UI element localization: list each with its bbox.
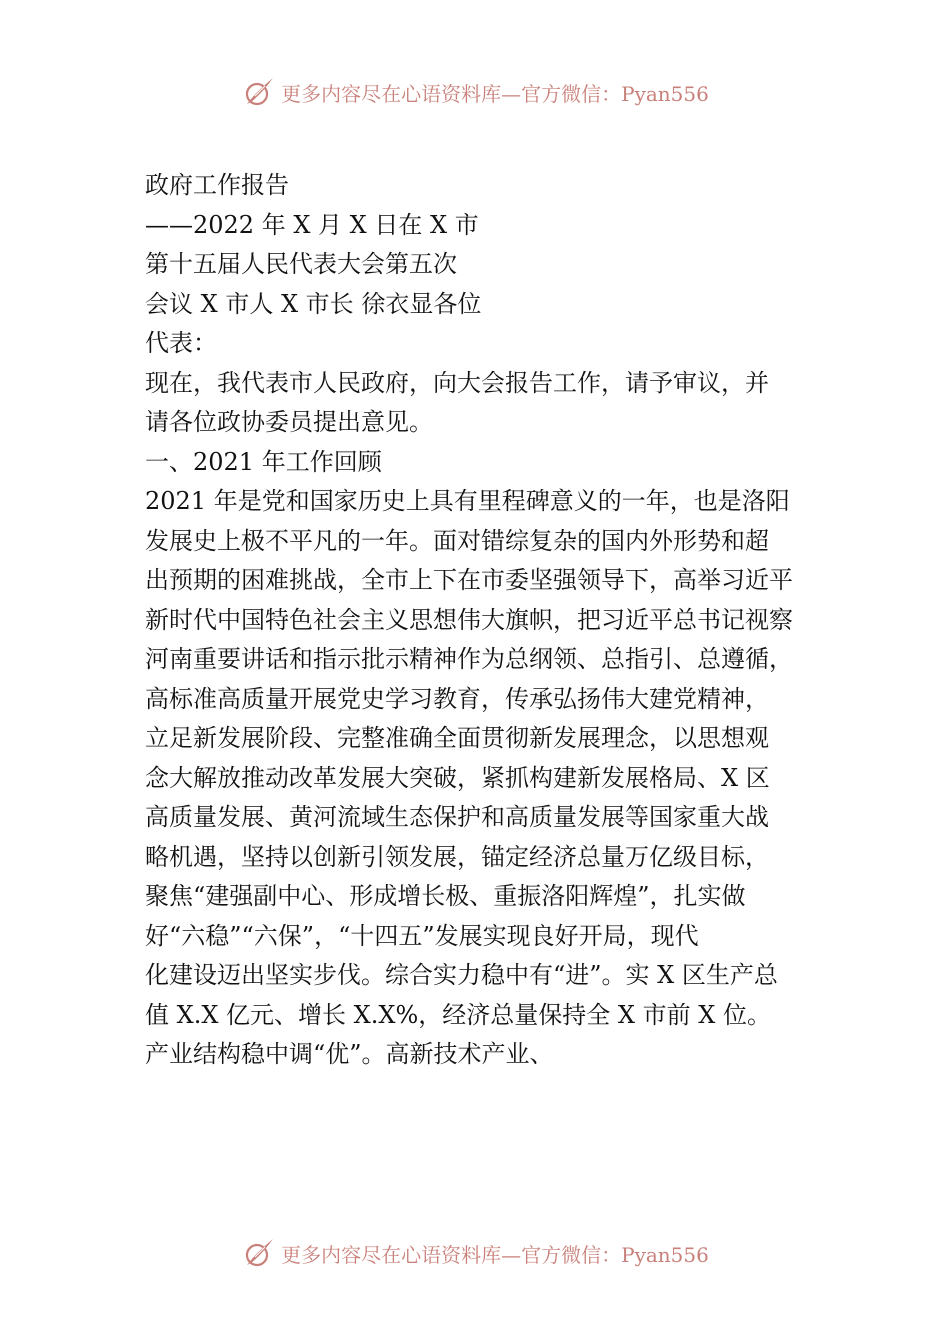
watermark-text: 更多内容尽在心语资料库—官方微信：Pyan556 xyxy=(281,1242,709,1267)
report-subtitle-line: 第十五届人民代表大会第五次 xyxy=(145,250,457,278)
watermark-text: 更多内容尽在心语资料库—官方微信：Pyan556 xyxy=(281,81,709,106)
paragraph-line: 好“六稳”“六保”，“十四五”发展实现良好开局，现代 xyxy=(145,921,699,950)
paragraph-line: 念大解放推动改革发展大突破，紧抓构建新发展格局、X 区 xyxy=(145,763,770,792)
watermark-footer xyxy=(0,1233,950,1273)
paragraph-line: 高质量发展、黄河流域生态保护和高质量发展等国家重大战 xyxy=(145,803,769,831)
paragraph-line: 河南重要讲话和指示批示精神作为总纲领、总指引、总遵循， xyxy=(145,645,793,673)
paragraph-line: 发展史上极不平凡的一年。面对错综复杂的国内外形势和超 xyxy=(145,526,769,555)
paragraph-line: 2021 年是党和国家历史上具有里程碑意义的一年，也是洛阳 xyxy=(145,487,790,515)
intro-paragraph xyxy=(145,364,825,443)
report-salutation: 代表： xyxy=(145,329,217,357)
section-heading: 一、2021 年工作回顾 xyxy=(145,447,382,476)
paragraph-line: 立足新发展阶段、完整准确全面贯彻新发展理念，以思想观 xyxy=(145,724,769,752)
paragraph-line: 产业结构稳中调“优”。高新技术产业、 xyxy=(145,1040,554,1068)
document-body xyxy=(145,166,825,1075)
paragraph-line: 请各位政协委员提出意见。 xyxy=(145,408,433,436)
paragraph-line: 聚焦“建强副中心、形成增长极、重振洛阳辉煌”，扎实做 xyxy=(145,882,746,910)
paragraph-line: 出预期的困难挑战，全市上下在市委坚强领导下，高举习近平 xyxy=(145,566,793,594)
paragraph-line: 值 X.X 亿元、增长 X.X%，经济总量保持全 X 市前 X 位。 xyxy=(145,1000,771,1029)
paragraph-line: 略机遇，坚持以创新引领发展，锚定经济总量万亿级目标， xyxy=(145,842,769,871)
report-title: 政府工作报告 xyxy=(145,171,289,199)
quill-logo-icon xyxy=(241,1235,277,1271)
report-header xyxy=(145,166,825,364)
watermark-header xyxy=(0,72,950,112)
paragraph-line: 现在，我代表市人民政府，向大会报告工作，请予审议，并 xyxy=(145,368,769,397)
paragraph-line: 化建设迈出坚实步伐。综合实力稳中有“进”。实 X 区生产总 xyxy=(145,961,778,989)
report-subtitle-line: ——2022 年 X 月 X 日在 X 市 xyxy=(145,210,479,239)
paragraph-line: 高标准高质量开展党史学习教育，传承弘扬伟大建党精神， xyxy=(145,684,769,713)
paragraph-line: 新时代中国特色社会主义思想伟大旗帜，把习近平总书记视察 xyxy=(145,605,793,634)
quill-logo-icon xyxy=(241,74,277,110)
review-paragraph xyxy=(145,482,825,1075)
report-subtitle-line: 会议 X 市人 X 市长 徐衣显各位 xyxy=(145,289,482,318)
